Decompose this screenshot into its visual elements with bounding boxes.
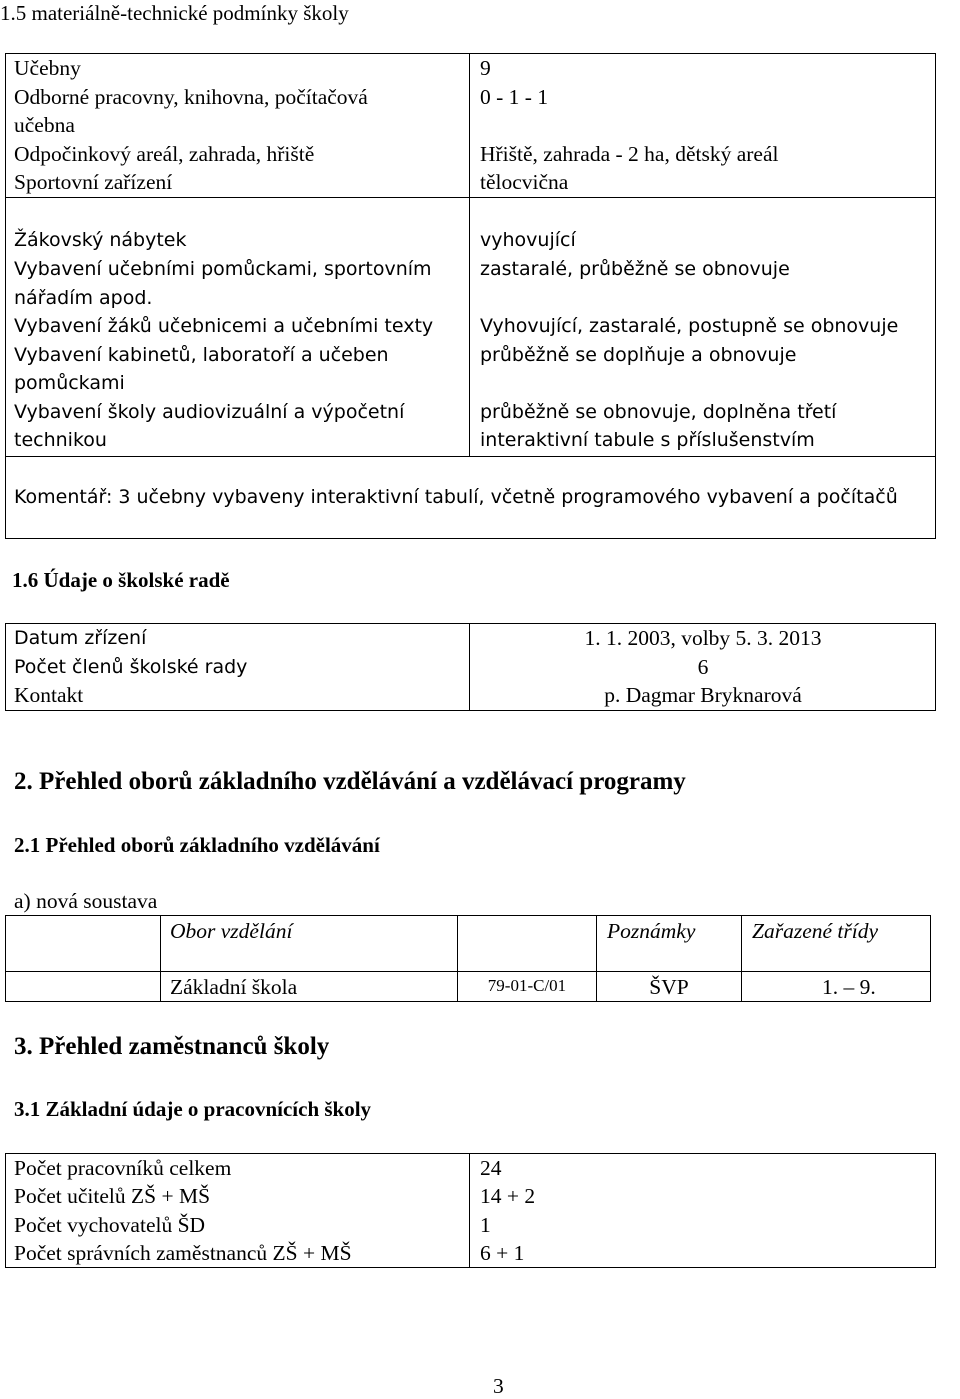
table-row-value: zastaralé, průběžně se obnovuje xyxy=(480,258,790,280)
page-number: 3 xyxy=(493,1374,504,1398)
table-row-label: Vybavení školy audiovizuální a výpočetní xyxy=(14,401,405,423)
section-3-title: 3. Přehled zaměstnanců školy xyxy=(14,1033,330,1060)
section-3-1-title: 3.1 Základní údaje o pracovnících školy xyxy=(14,1097,372,1121)
table-row-value: Hřiště, zahrada - 2 ha, dětský areál xyxy=(480,142,779,166)
table-row-value: 0 - 1 - 1 xyxy=(480,85,549,109)
program-note: ŠVP xyxy=(649,975,689,999)
section-1-6-title: 1.6 Údaje o školské radě xyxy=(12,568,230,592)
table-row-value: vyhovující xyxy=(480,229,576,251)
table-row-value: 6 xyxy=(697,655,709,679)
staff-table-column-divider xyxy=(469,1153,470,1268)
column-header: Poznámky xyxy=(607,919,696,943)
facilities-table-divider xyxy=(5,197,936,198)
table-row-value: 1. 1. 2003, volby 5. 3. 2013 xyxy=(584,626,822,650)
table-row-label: Vybavení učebními pomůckami, sportovním xyxy=(14,258,432,280)
table-row-label: Počet vychovatelů ŠD xyxy=(14,1213,206,1237)
table-row-value: 1 xyxy=(480,1213,491,1237)
section-1-5-title: 1.5 materiálně-technické podmínky školy xyxy=(0,1,349,25)
table-row-label: Počet pracovníků celkem xyxy=(14,1156,232,1180)
table-row-label: Vybavení kabinetů, laboratoří a učeben xyxy=(14,344,389,366)
table-row-label: Učebny xyxy=(14,56,81,80)
system-label: a) nová soustava xyxy=(14,889,158,913)
table-row-value: 9 xyxy=(480,56,491,80)
table-row-label: Počet učitelů ZŠ + MŠ xyxy=(14,1184,211,1208)
table-row-label: Kontakt xyxy=(14,683,84,707)
table-row-label: Žákovský nábytek xyxy=(14,229,187,251)
table-row-value: 24 xyxy=(480,1156,502,1180)
facilities-comment: Komentář: 3 učebny vybaveny interaktivní tabulí, včetně programového vybavení a počítačů xyxy=(14,486,898,508)
table-row-value: 6 + 1 xyxy=(480,1241,525,1265)
table-row-label: pomůckami xyxy=(14,372,125,394)
programs-table-column-divider xyxy=(741,915,742,1002)
table-row-value: interaktivní tabule s příslušenstvím xyxy=(480,429,815,451)
section-2-1-title: 2.1 Přehled oborů základního vzdělávání xyxy=(14,833,380,857)
table-row-value: průběžně se doplňuje a obnovuje xyxy=(480,344,797,366)
column-header: Zařazené třídy xyxy=(752,919,879,943)
facilities-table-divider xyxy=(5,456,936,457)
program-name: Základní škola xyxy=(170,975,298,999)
table-row-label: Odpočinkový areál, zahrada, hřiště xyxy=(14,142,315,166)
table-row-label: technikou xyxy=(14,429,107,451)
table-row-label: Datum zřízení xyxy=(14,627,147,649)
table-row-value: 14 + 2 xyxy=(480,1184,536,1208)
table-row-value: p. Dagmar Bryknarová xyxy=(604,683,802,707)
programs-table-column-divider xyxy=(160,915,161,1002)
column-header: Obor vzdělání xyxy=(170,919,293,943)
table-row-value: průběžně se obnovuje, doplněna třetí xyxy=(480,401,837,423)
table-row-value: tělocvična xyxy=(480,170,569,194)
table-row-label: Počet členů školské rady xyxy=(14,656,248,678)
facilities-table-column-divider xyxy=(469,53,470,457)
table-row-label: učebna xyxy=(14,113,75,137)
program-code: 79-01-C/01 xyxy=(487,976,567,995)
section-2-title: 2. Přehled oborů základního vzdělávání a vzdělávací programy xyxy=(14,768,686,795)
table-row-label: Sportovní zařízení xyxy=(14,170,173,194)
table-row-label: Vybavení žáků učebnicemi a učebními texty xyxy=(14,315,434,337)
program-classes: 1. – 9. xyxy=(822,975,876,999)
table-row-value: Vyhovující, zastaralé, postupně se obnovuje xyxy=(480,315,899,337)
table-row-label: Počet správních zaměstnanců ZŠ + MŠ xyxy=(14,1241,352,1265)
table-row-label: Odborné pracovny, knihovna, počítačová xyxy=(14,85,368,109)
table-row-label: nářadím apod. xyxy=(14,287,153,309)
